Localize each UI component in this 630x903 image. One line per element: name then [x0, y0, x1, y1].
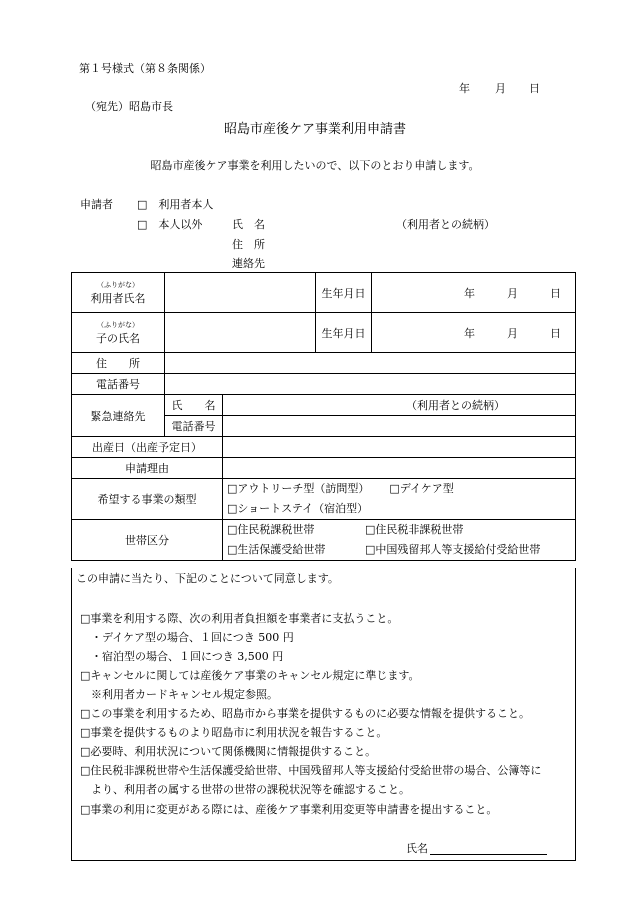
birth-date-label: 出産日（出産予定日）	[72, 437, 223, 458]
reason-label: 申請理由	[72, 458, 223, 479]
agreement-box	[71, 568, 576, 861]
daycare-checkbox[interactable]: □デイケア型	[389, 482, 454, 495]
agreement-item: ・宿泊型の場合、１回につき 3,500 円	[80, 650, 284, 663]
date-year-label: 年	[459, 82, 470, 95]
emergency-name-label: 氏 名	[165, 395, 223, 416]
taxed-household-checkbox[interactable]: □住民税課税世帯	[227, 523, 315, 536]
form-number: 第１号様式（第８条関係）	[79, 62, 211, 75]
page-title: 昭島市産後ケア事業利用申請書	[223, 122, 406, 137]
emergency-name-field[interactable]: （利用者との続柄）	[223, 395, 576, 416]
agreement-item[interactable]: □キャンセルに関しては産後ケア事業のキャンセル規定に準じます。	[80, 669, 420, 682]
reason-field[interactable]	[223, 458, 576, 479]
birth-date-field[interactable]	[223, 437, 576, 458]
application-table	[71, 272, 576, 561]
shortstay-checkbox[interactable]: □ショートステイ（宿泊型）	[227, 502, 369, 515]
user-name-label: （ふりがな） 利用者氏名	[72, 273, 165, 313]
service-type-options	[223, 479, 576, 520]
signature-label: 氏名	[406, 842, 428, 855]
welfare-household-checkbox[interactable]: □生活保護受給世帯	[227, 543, 326, 556]
child-birth-field[interactable]: 年 月 日	[372, 313, 576, 353]
address-label: 住 所	[72, 353, 165, 374]
agreement-item[interactable]: □必要時、利用状況について関係機関に情報提供すること。	[80, 745, 377, 758]
agreement-item[interactable]: □この事業を利用するため、昭島市から事業を提供するものに必要な情報を提供すること。	[80, 707, 530, 720]
date-day-label: 日	[529, 82, 540, 95]
intro-text: 昭島市産後ケア事業を利用したいので、以下のとおり申請します。	[150, 159, 480, 172]
child-name-label: （ふりがな） 子の氏名	[72, 313, 165, 353]
date-month-label: 月	[495, 82, 506, 95]
agreement-item[interactable]: □事業の利用に変更がある際には、産後ケア事業利用変更等申請書を提出すること。	[80, 803, 498, 816]
applicant-other-checkbox[interactable]: □ 本人以外	[137, 218, 203, 231]
agreement-item[interactable]: □住民税非課税世帯や生活保護受給世帯、中国残留邦人等支援給付受給世帯の場合、公簿等に	[80, 764, 542, 777]
emergency-contact-label: 緊急連絡先	[72, 395, 165, 437]
service-type-label: 希望する事業の類型	[72, 479, 223, 520]
applicant-relation-label: （利用者との続柄）	[396, 218, 495, 231]
agreement-item: より、利用者の属する世帯の世帯の課税状況等を確認すること。	[80, 783, 410, 796]
household-label: 世帯区分	[72, 520, 223, 561]
nontaxed-household-checkbox[interactable]: □住民税非課税世帯	[365, 523, 464, 536]
applicant-contact-label: 連絡先	[232, 257, 265, 270]
user-birth-field[interactable]: 年 月 日	[372, 273, 576, 313]
child-birth-label: 生年月日	[316, 313, 372, 353]
emergency-phone-field[interactable]	[223, 416, 576, 437]
household-options	[223, 520, 576, 561]
phone-label: 電話番号	[72, 374, 165, 395]
china-support-household-checkbox[interactable]: □中国残留邦人等支援給付受給世帯	[365, 543, 541, 556]
phone-field[interactable]	[165, 374, 576, 395]
user-birth-label: 生年月日	[316, 273, 372, 313]
agreement-item: ・デイケア型の場合、１回につき 500 円	[80, 631, 294, 644]
addressee: （宛先）昭島市長	[85, 100, 173, 113]
applicant-label: 申請者	[80, 198, 113, 211]
address-field[interactable]	[165, 353, 576, 374]
agreement-intro: この申請に当たり、下記のことについて同意します。	[76, 572, 339, 585]
agreement-item: ※利用者カードキャンセル規定参照。	[80, 688, 278, 701]
applicant-name-label: 氏 名	[232, 218, 265, 231]
applicant-self-checkbox[interactable]: □ 利用者本人	[137, 198, 214, 211]
child-name-field[interactable]	[165, 313, 316, 353]
agreement-item[interactable]: □事業を提供するものより昭島市に利用状況を報告すること。	[80, 726, 388, 739]
outreach-checkbox[interactable]: □アウトリーチ型（訪問型）	[227, 482, 370, 495]
agreement-item[interactable]: □事業を利用する際、次の利用者負担額を事業者に支払うこと。	[80, 612, 399, 625]
emergency-phone-label: 電話番号	[165, 416, 223, 437]
applicant-address-label: 住 所	[232, 238, 265, 251]
signature-field[interactable]	[430, 854, 547, 855]
user-name-field[interactable]	[165, 273, 316, 313]
